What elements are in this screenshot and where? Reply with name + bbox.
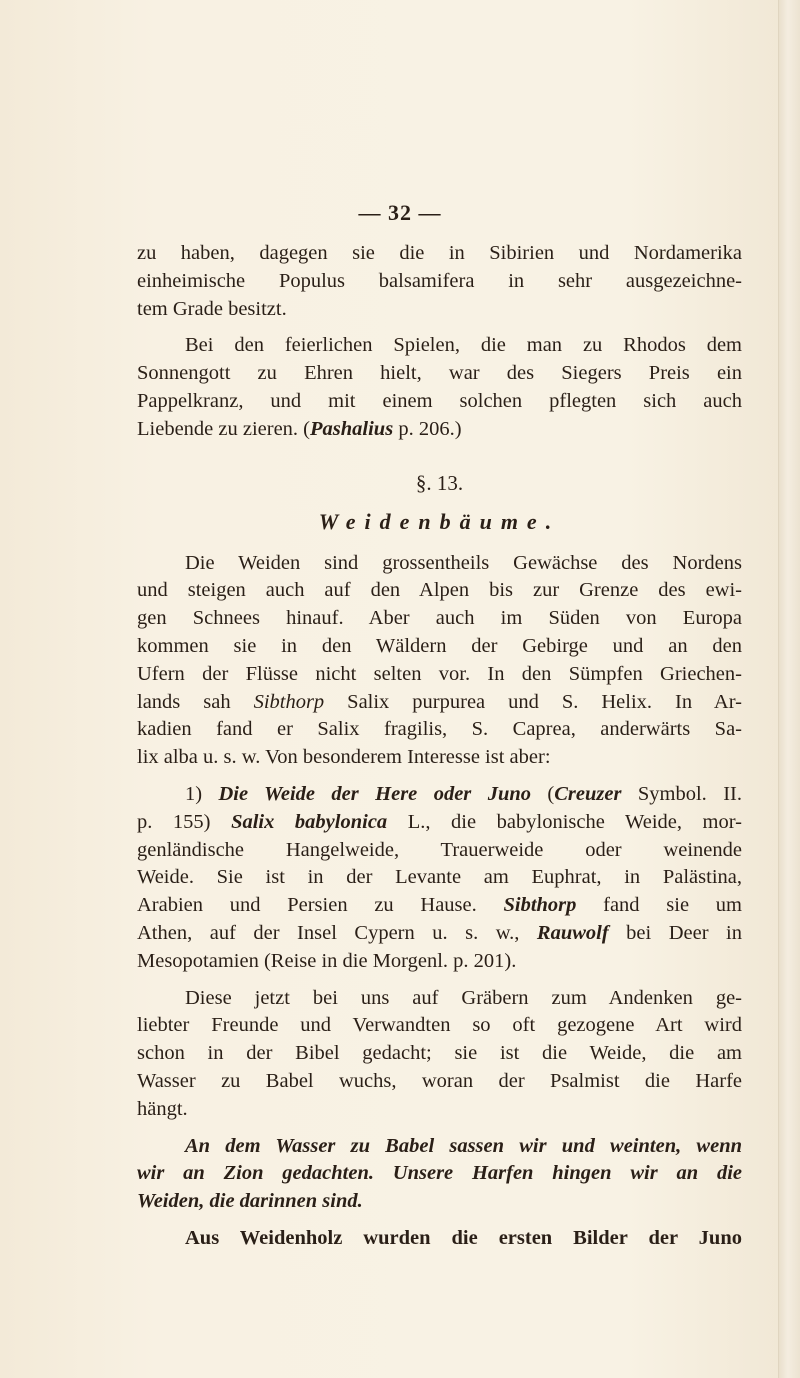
section-number: §. 13.	[415, 470, 464, 495]
text-fragment: p. 206.)	[393, 417, 462, 440]
text-line: An dem Wasser zu Babel sassen wir und weinten, wenn	[185, 1134, 742, 1157]
text-line: gen Schnees hinauf. Aber auch im Süden von Europa	[137, 607, 742, 630]
text-line	[137, 781, 742, 809]
text-line: Diese jetzt bei uns auf Gräbern zum Andenken ge-	[185, 986, 742, 1009]
text-line	[137, 920, 742, 948]
text-fragment: Arabien und Persien zu Hause.	[137, 894, 504, 917]
text-line: genländische Hangelweide, Trauerweide oder weinende	[137, 838, 742, 861]
entry-title: Die Weide der Here oder Juno	[218, 782, 531, 805]
text-fragment: bei Deer in	[608, 921, 742, 944]
citation-author: Sibthorp	[253, 690, 325, 713]
paragraph-7	[137, 1225, 742, 1253]
text-line: Aus Weidenholz wurden die ersten Bilder der Juno	[185, 1226, 742, 1249]
text-fragment: Salix purpurea und S. Helix. In Ar-	[324, 690, 742, 713]
text-line: hängt.	[137, 1097, 188, 1120]
text-line: Weiden, die darinnen sind.	[137, 1190, 363, 1213]
species-name: Salix babylonica	[231, 810, 388, 833]
text-line: Mesopotamien (Reise in die Morgenl. p. 201).	[137, 949, 517, 972]
text-line: wir an Zion gedachten. Unsere Harfen hingen wir an die	[137, 1162, 742, 1185]
text-line: Sonnengott zu Ehren hielt, war des Siegers Preis ein	[137, 362, 742, 385]
text-line: Bei den feierlichen Spielen, die man zu Rhodos dem	[185, 334, 742, 357]
text-fragment: Liebende zu zieren. (	[137, 417, 311, 440]
text-line: liebter Freunde und Verwandten so oft gezogene Art wird	[137, 1014, 742, 1037]
text-line	[137, 809, 742, 837]
citation-author: Pashalius	[310, 417, 394, 440]
text-line: und steigen auch auf den Alpen bis zur Grenze des ewi-	[137, 579, 742, 602]
text-fragment: L., die babylonische Weide, mor-	[387, 810, 742, 833]
text-line: Pappelkranz, und mit einem solchen pflegten sich auch	[137, 389, 742, 412]
text-line: schon in der Bibel gedacht; sie ist die Weide, die am	[137, 1042, 742, 1065]
paragraph-2	[137, 332, 742, 443]
text-line	[137, 689, 742, 717]
text-fragment: p. 155)	[137, 810, 232, 833]
paragraph-3	[137, 550, 742, 772]
text-fragment: lands sah	[137, 690, 254, 713]
text-line: tem Grade besitzt.	[137, 297, 287, 320]
paragraph-5	[137, 985, 742, 1124]
citation-author: Creuzer	[554, 782, 622, 805]
paragraph-1	[137, 240, 742, 323]
body-text	[137, 240, 742, 1253]
text-line	[137, 416, 742, 444]
page-number: — 32 —	[358, 200, 442, 225]
psalm-quotation	[137, 1133, 742, 1216]
text-fragment: Athen, auf der Insel Cypern u. s. w.,	[137, 921, 537, 944]
list-marker: 1)	[185, 782, 219, 805]
text-line: Weide. Sie ist in der Levante am Euphrat, in Palästina,	[137, 866, 742, 889]
section-title: Weidenbäume.	[318, 508, 561, 534]
text-line: einheimische Populus balsamifera in sehr ausgezeichne-	[137, 269, 742, 292]
citation-author: Rauwolf	[536, 921, 609, 944]
text-fragment: Symbol. II.	[621, 782, 743, 805]
citation-author: Sibthorp	[503, 894, 577, 917]
text-line: kommen sie in den Wäldern der Gebirge und an den	[137, 634, 742, 657]
text-line: zu haben, dagegen sie die in Sibirien und Nordamerika	[137, 242, 742, 264]
text-line: kadien fand er Salix fragilis, S. Caprea, anderwärts Sa-	[137, 718, 742, 741]
text-line: Wasser zu Babel wuchs, woran der Psalmist die Harfe	[137, 1069, 742, 1092]
text-line: lix alba u. s. w. Von besonderem Interesse ist aber:	[137, 746, 551, 769]
text-line: Ufern der Flüsse nicht selten vor. In den Sümpfen Griechen-	[137, 662, 742, 685]
paragraph-4	[137, 781, 742, 976]
text-fragment: fand sie um	[576, 894, 742, 917]
text-fragment: (	[531, 782, 555, 805]
text-line	[137, 892, 742, 920]
text-line: Die Weiden sind grossentheils Gewächse des Nordens	[185, 551, 742, 574]
